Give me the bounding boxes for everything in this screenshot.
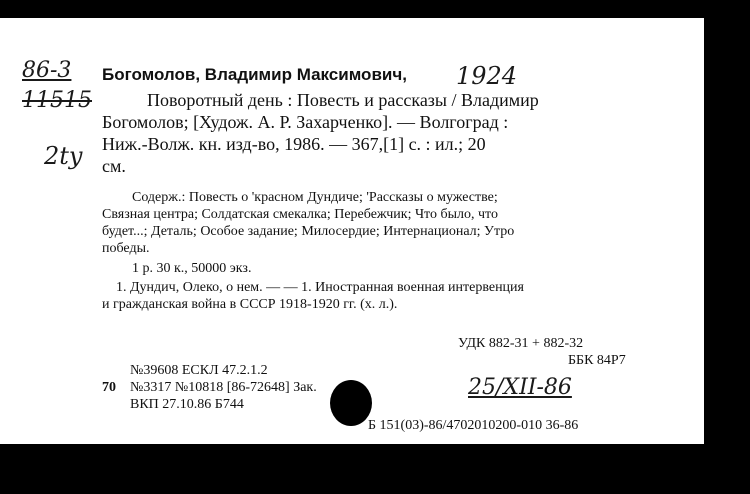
title-line-1: Поворотный день : Повесть и рассказы / Владимир <box>147 90 539 110</box>
title-line-2: Богомолов; [Худож. А. Р. Захарченко]. — Волгоград : <box>102 112 509 132</box>
title-line-4: см. <box>102 156 126 176</box>
registry-prefix: 70 <box>102 380 116 395</box>
bbk-index: ББК 84Р7 <box>568 353 626 368</box>
title-line-3: Ниж.-Волж. кн. изд-во, 1986. — 367,[1] с. : ил.; 20 <box>102 134 486 154</box>
price-line: 1 р. 30 к., 50000 экз. <box>132 261 252 276</box>
udk-index: УДК 882-31 + 882-32 <box>458 336 584 351</box>
birth-year: 1924 <box>456 62 518 90</box>
stamp-date: 25/XII-86 <box>468 375 572 400</box>
punch-hole <box>330 380 372 426</box>
registry-code: Б 151(03)-86/4702010200-010 36-86 <box>368 418 579 433</box>
contents-line-4: победы. <box>102 241 150 256</box>
author-heading: Богомолов, Владимир Максимович, <box>102 65 407 84</box>
shelf-mark: 2ty <box>44 142 83 170</box>
contents-line-3: будет...; Деталь; Особое задание; Милосердие; Интернационал; Утро <box>102 224 515 239</box>
registry-line-1: №39608 ЕСКЛ 47.2.1.2 <box>130 363 268 378</box>
contents-line-2: Связная центра; Солдатская смекалка; Перебежчик; Что было, что <box>102 207 498 222</box>
call-number-bottom: 11515 <box>22 88 92 113</box>
contents-line-1: Содерж.: Повесть о 'красном Дундиче; 'Рассказы о мужестве; <box>132 190 498 205</box>
call-number-top: 86-3 <box>22 58 72 83</box>
registry-line-2: №3317 №10818 [86-72648] Зак. <box>130 380 317 395</box>
registry-line-3: ВКП 27.10.86 Б744 <box>130 397 244 412</box>
subject-line-2: и гражданская война в СССР 1918-1920 гг. (х. л.). <box>102 297 398 312</box>
catalog-card <box>0 18 704 444</box>
subject-line-1: 1. Дундич, Олеко, о нем. — — 1. Иностранная военная интервенция <box>116 280 524 295</box>
